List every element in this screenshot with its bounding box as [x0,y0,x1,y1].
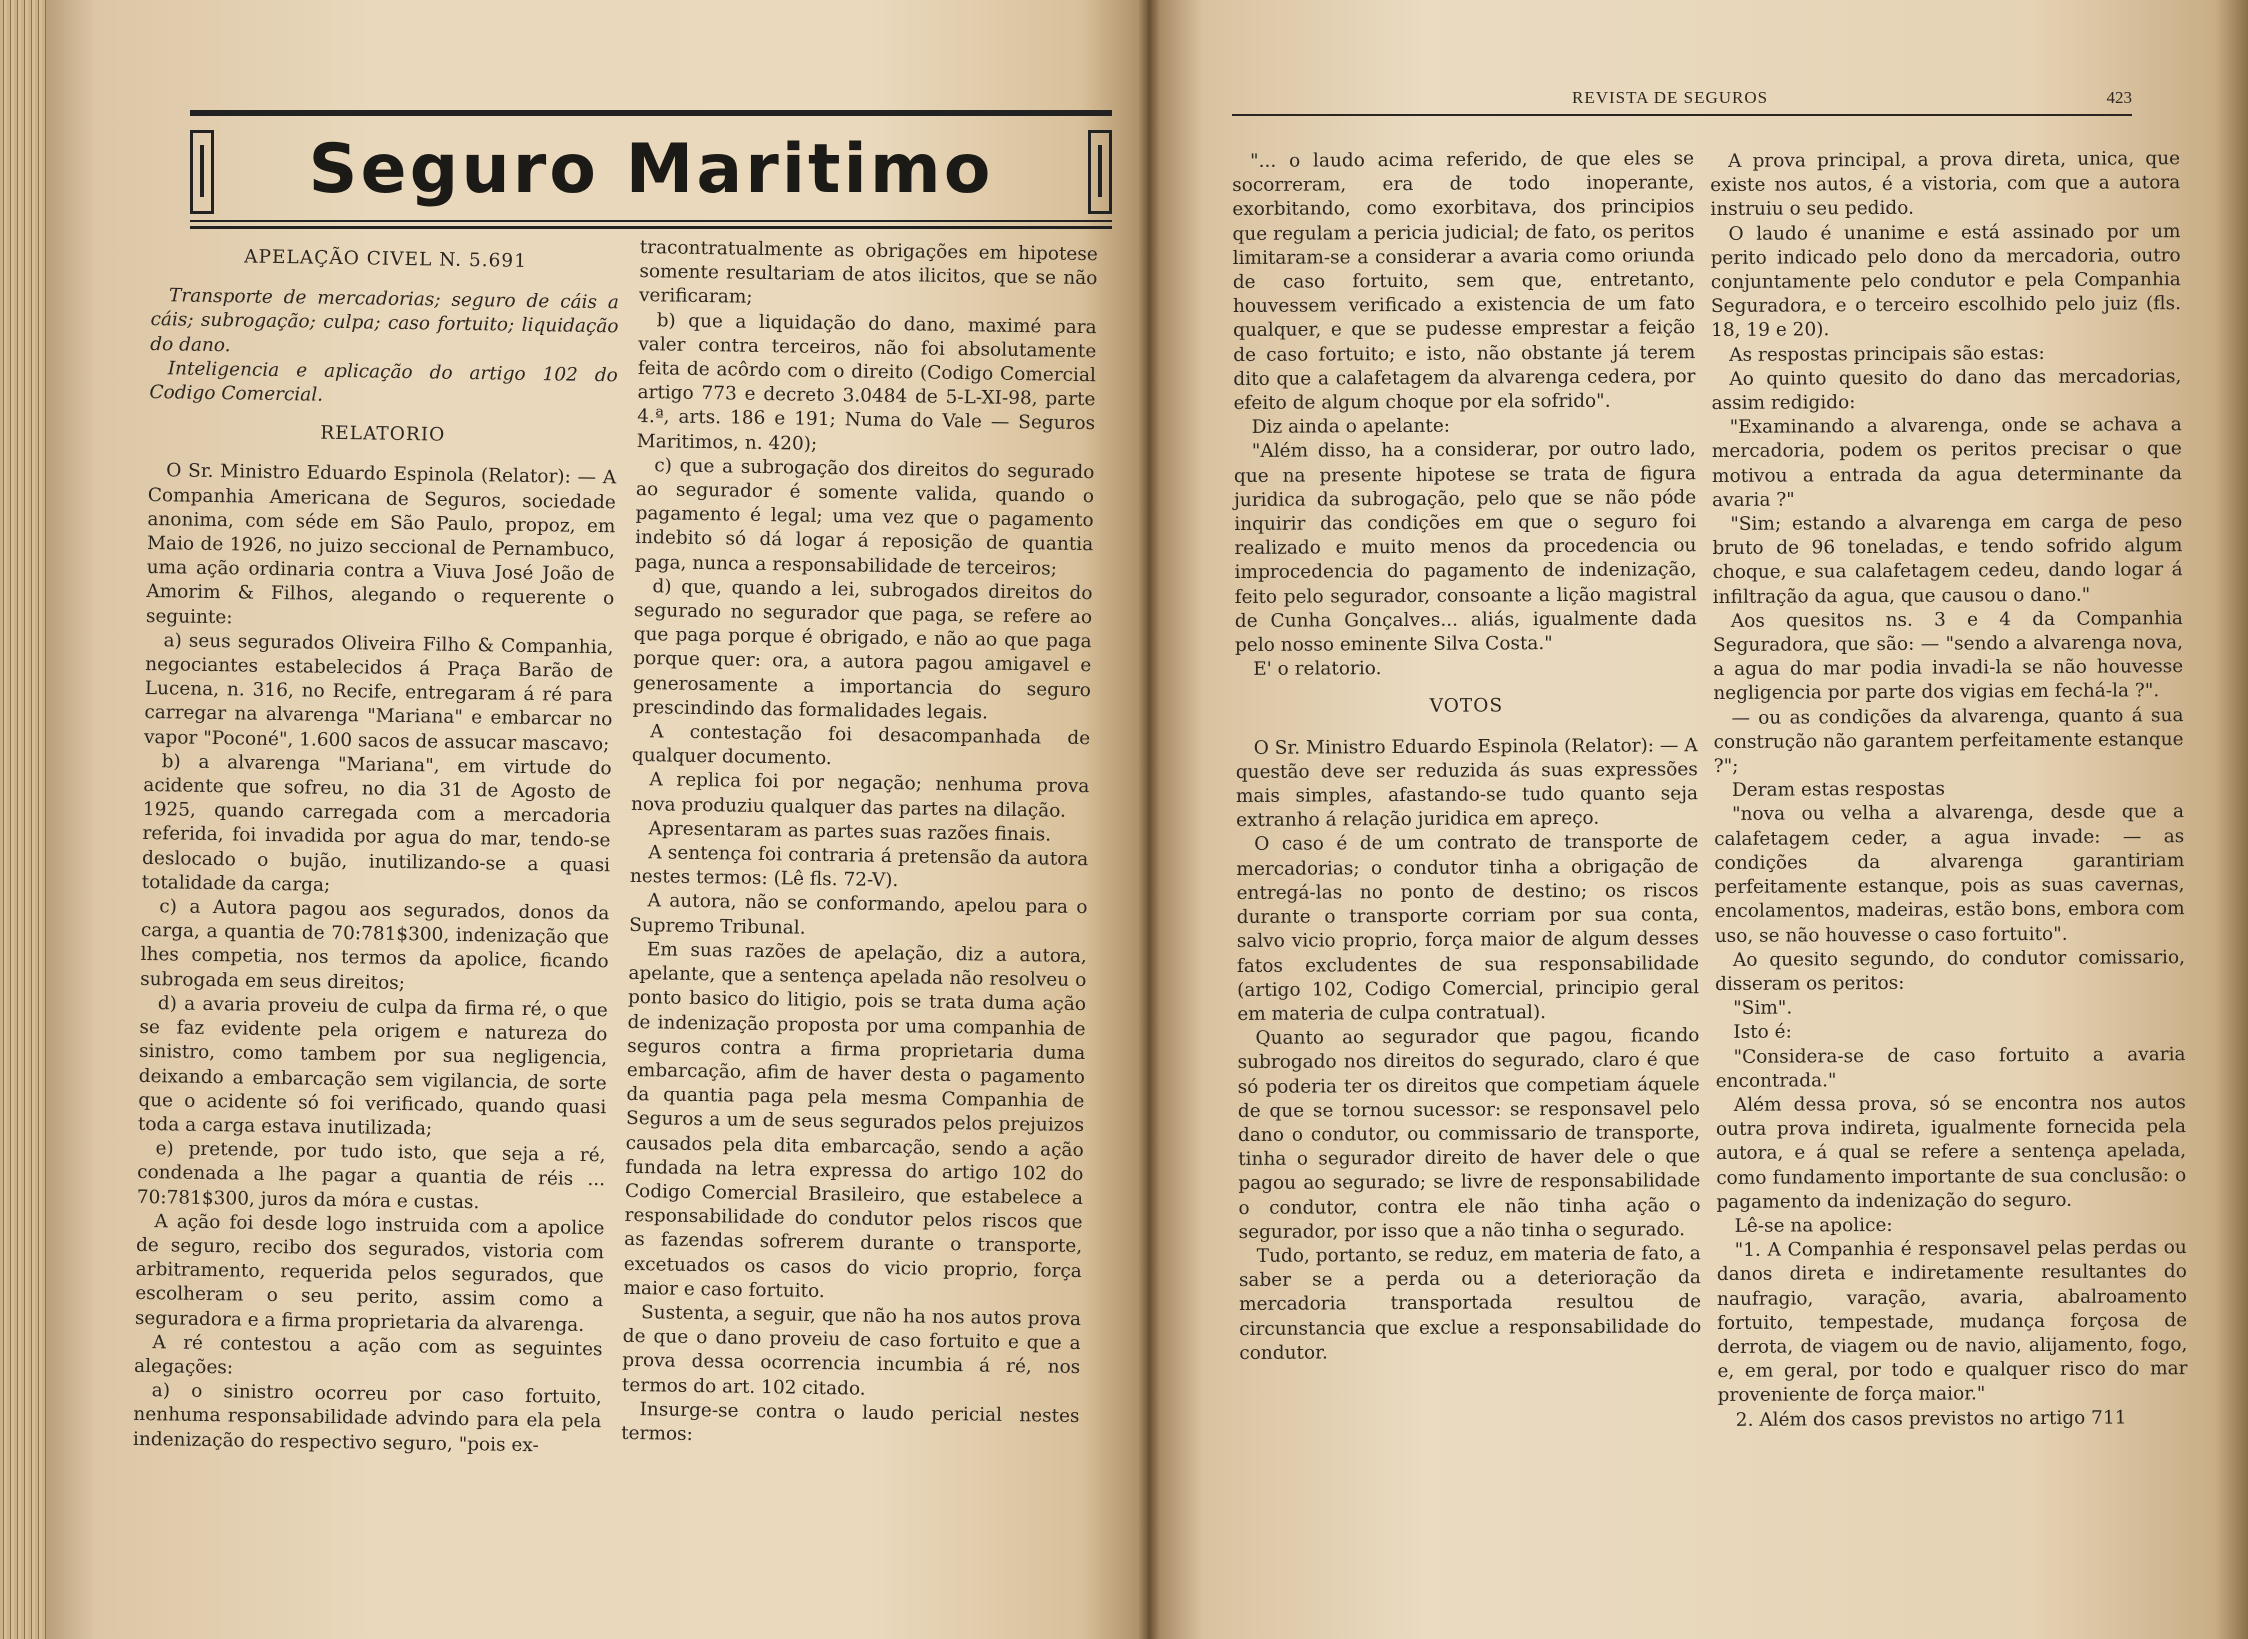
paragraph: Quanto ao segurador que pagou, ficando subrogado nos direitos do segurado, claro é que só poderia ter os direitos que competiam áquele de que se tornou sucessor: se responsavel pelo dano o condutor, ou commissario de transporte, tinha o segurador direito de haver dele o que pagou ao segurado; se livre de responsabilidade o condutor, contra ele não tinha ação o segurador, por isso que a não tinha o segurado. [1237,1025,1701,1243]
paragraph: 2. Além dos casos previstos no artigo 711 [1735,1407,2127,1431]
paragraph: O Sr. Ministro Eduardo Espinola (Relator): — A Companhia Americana de Seguros, sociedade anonima, com séde em São Paulo, propoz, em Maio de 1926, no juizo seccional de Pernambuco, uma ação ordinaria contra a Viuva José João de Amorim & Filhos, alegando o requerente o seguinte: [145,460,617,628]
running-header [1232,86,2132,116]
banner-left-ornament [190,130,214,214]
paragraph: a) seus segurados Oliveira Filho & Companhia, negociantes estabelecidos á Praça Barão de Lucena, n. 316, no Recife, entregaram á ré para carregar na alvarenga "Mariana" e embarcar no vapor "Poconé", 1.600 sacos de assucar mascavo; [143,630,614,755]
paragraph: e) pretende, por tudo isto, que seja a ré, condenada a lhe pagar a quantia de réis ... 70:781$300, juros da móra e custas. [136,1138,606,1213]
section-heading: RELATORIO [320,422,446,446]
paragraph: A sentença foi contraria á pretensão da autora nestes termos: (Lê fls. 72-V). [629,842,1089,892]
paragraph: d) a avaria proveiu de culpa da firma ré, o que se faz evidente pela origem e natureza do sinistro, como tambem por sua negligencia, deixando a embarcação sem vigilancia, de sorte que o acidente só foi verificado, quando quasi toda a carga estava inutilizada; [137,993,608,1140]
paragraph: A contestação foi desacompanhada de qualquer documento. [631,721,1091,770]
left-column-2 [621,236,1098,1453]
paragraph: a) o sinistro ocorreu por caso fortuito, nenhuma responsabilidade advindo para ela pela indenização do respectivo seguro, "pois ex- [132,1380,602,1456]
paragraph: A replica foi por negação; nenhuma prova nova produziu qualquer das partes na dilação. [630,769,1090,822]
paragraph: b) que a liquidação do dano, maximé para valer contra terceiros, não foi absolutamente feita de acôrdo com o direito (Codigo Comercial artigo 773 e decreto 3.0484 de 5-L-XI-98, parte 4.ª, arts. 186 e 191; Numa do Vale — Seguros Maritimos, n. 420); [636,309,1097,455]
paragraph: A ação foi desde logo instruida com a apolice de seguro, recibo dos segurados, vistoria com arbitramento, requerida pelos segurados, que escolheram o seu perito, assim como a seguradora e a firma proprietaria da alvarenga. [134,1210,605,1336]
paragraph: Isto é: [1733,1021,1792,1044]
paragraph: As respostas principais são estas: [1729,342,2045,366]
title-banner [190,110,1112,229]
paragraph: Ao quinto quesito do dano das mercadorias, assim redigido: [1711,365,2182,415]
paragraph: Em suas razões de apelação, diz a autora, apelante, que a sentença apelada não resolveu o ponto basico do litigio, pois se trata duma ação de indenização proposta por uma companhia de seguros contra a firma proprietaria duma embarcação, afim de haver desta o pagamento da quantia paga pela mesma Companhia de Seguros a um de seus segurados pelos prejuizos causados pela dita embarcação, sendo a ação fundada na letra expressa do artigo 102 do Codigo Comercial Brasileiro, que estabelece a responsabilidade do condutor pelos riscos que as fazendas sofrerem durante o transporte, excetuados os casos do vicio proprio, força maior e caso fortuito. [623,939,1087,1302]
paragraph: "nova ou velha a alvarenga, desde que a calafetagem ceder, a agua invade: — as condições da alvarenga garantiriam perfeitamente estanque, pois as suas cavernas, encolamentos, madeiras, estão bons, embora com uso, se não houvesse o caso fortuito". [1714,801,2185,947]
right-column-2 [1710,147,2188,1433]
paragraph: Sustenta, a seguir, que não ha nos autos prova de que o dano proveiu de caso fortuito e que a prova dessa ocorrencia incumbia á ré, nos termos do art. 102 citado. [621,1302,1082,1400]
paragraph: Apresentaram as partes suas razões finais. [648,818,1052,846]
paragraph: Diz ainda o apelante: [1251,415,1451,439]
article-title: Seguro Maritimo [308,130,994,209]
paragraph: Lê-se na apolice: [1734,1214,1893,1237]
paragraph: Aos quesitos ns. 3 e 4 da Companhia Seguradora, que são: — "sendo a alvarenga nova, a agua do mar podia invadi-la se não houvesse negligencia por parte dos vigias em fechá-la ?". [1712,607,2184,705]
paragraph: E' o relatorio. [1253,658,1382,681]
paragraph: Tudo, portanto, se reduz, em materia de fato, a saber se a perda ou a deterioração da mercadoria transportada resultou de circunstancia que exclue a responsabilidade do condutor. [1238,1243,1702,1364]
paragraph: d) que, quando a lei, subrogados direitos do segurado no segurador que paga, se refere ao que paga porque é obrigado, e não ao que paga porque quer: ora, a autora pagou amigavel e generosamente a importancia do seguro prescindindo das formalidades legais. [632,576,1093,724]
paragraph: "Além disso, ha a considerar, por outro lado, que na presente hipotese se trata de figura juridica da subrogação, pelo que se não póde inquirir das condições em que o seguro foi realizado e muito menos da procedencia ou improcedencia do pagamento de indenização, feito pelo segurador, consoante a lição magistral de Cunha Gonçalves... aliás, igualmente dada pelo nosso eminente Silva Costa." [1233,438,1697,657]
paragraph: tracontratualmente as obrigações em hipotese somente resultariam de atos ilicitos, que se não verificaram; [638,236,1098,309]
paragraph: Inteligencia e aplicação do artigo 102 do Codigo Comercial. [149,358,618,406]
paragraph: "Sim; estando a alvarenga em carga de peso bruto de 96 toneladas, e tendo sofrido algum choque, e sua calafetagem cedeu, dando logar á infiltração da agua, que causou o dano." [1712,511,2183,608]
paragraph: c) a Autora pagou aos segurados, donos da carga, a quantia de 70:781$300, indenização que lhes competia, nos termos da apolice, ficando subrogada em seus direitos; [140,896,610,994]
paragraph: — ou as condições da alvarenga, quanto á sua construção não garantem perfeitamente estanque ?"; [1713,704,2184,778]
section-heading: APELAÇÃO CIVEL N. 5.691 [244,246,528,272]
book-gutter [1138,0,1160,1639]
running-title: REVISTA DE SEGUROS [1572,88,1769,107]
paragraph: "Sim". [1733,997,1793,1019]
banner-right-ornament [1088,130,1112,214]
paragraph: O laudo é unanime e está assinado por um perito indicado pelo dono da mercadoria, outro conjuntamente pelo condutor e pela Companhia Seguradora, e o terceiro escolhido pelo juiz (fls. 18, 19 e 20). [1710,220,2182,342]
paragraph: "Examinando a alvarenga, onde se achava a mercadoria, podem os peritos precisar o que motivou a entrada da agua determinante da avaria ?" [1711,414,2183,511]
paragraph: O caso é de um contrato de transporte de mercadorias; o condutor tinha a obrigação de entregá-las no ponto de destino; os riscos durante o transporte corriam por sua conta, salvo vicio proprio, força maior de algum desses fatos excludentes de sua responsabilidade (artigo 102, Codigo Comercial, principio geral em materia de culpa contratual). [1236,831,1700,1025]
paragraph: A ré contestou a ação com as seguintes alegações: [133,1331,603,1379]
paragraph: A prova principal, a prova direta, unica, que existe nos autos, é a vistoria, com que a autora instruiu o seu pedido. [1710,148,2181,221]
paragraph: "1. A Companhia é responsavel pelas perdas ou danos direta e indiretamente resultantes do naufragio, varação, avaria, abalroamento fortuito, tempestade, mudança forçosa de derrota, de viagem ou de navio, alijamento, fogo, e, em geral, por todo e qualquer risco do mar proveniente de força maior." [1716,1237,2188,1407]
left-column-1 [133,230,620,1459]
paragraph: "Considera-se de caso fortuito a avaria encontrada." [1715,1043,2186,1092]
page-number: 423 [2106,88,2132,107]
paragraph: c) que a subrogação dos direitos do segurado ao segurador é somente valida, quando o pagamento é legal; uma vez que o pagamento indebito só dá logar á reposição de quantia paga, nunca a responsabilidade de terceiros; [634,455,1095,580]
paragraph: Além dessa prova, só se encontra nos autos outra prova indireta, igualmente fornecida pela autora, e á qual se refere a sentença apelada, como fundamento importante de sua conclusão: o pagamento da indenização do seguro. [1715,1092,2187,1213]
paragraph: Deram estas respostas [1731,778,1946,802]
right-column-1 [1232,147,1701,1366]
paragraph: Ao quesito segundo, do condutor comissario, disseram os peritos: [1715,946,2186,995]
section-heading: VOTOS [1429,695,1504,718]
paragraph: A autora, não se conformando, apelou para o Supremo Tribunal. [629,890,1088,939]
paragraph: Transporte de mercadorias; seguro de cáis a cáis; subrogação; culpa; caso fortuito; liquidação do dano. [150,285,620,356]
banner-rule [190,220,1112,222]
page-edges [0,0,46,1639]
paragraph: "... o laudo acima referido, de que eles se socorreram, era de todo inoperante, exorbitando, como exorbitava, dos principios que regulam a pericia judicial; de fato, os peritos limitaram-se a considerar a avaria como oriunda de caso fortuito, sem que, entretanto, houvessem verificado a existencia de um fato qualquer, e que se pudesse emprestar a feição de caso fortuito; e isto, não obstante já terem dito que a calafetagem da alvarenga cedera, por efeito de algum choque por ela sofrido". [1232,148,1696,415]
paragraph: Insurge-se contra o laudo pericial nestes termos: [621,1398,1080,1445]
paragraph: O Sr. Ministro Eduardo Espinola (Relator): — A questão deve ser reduzida ás suas expressões mais simples, afastando-se tudo quanto seja extranho á relação juridica em apreço. [1235,734,1699,832]
paragraph: b) a alvarenga "Mariana", em virtude do acidente que sofreu, no dia 31 de Agosto de 1925, quando carregada com a mercadoria referida, foi invadida por agua do mar, tendo-se deslocado o bujão, inutilizando-se a quasi totalidade da carga; [141,751,612,896]
